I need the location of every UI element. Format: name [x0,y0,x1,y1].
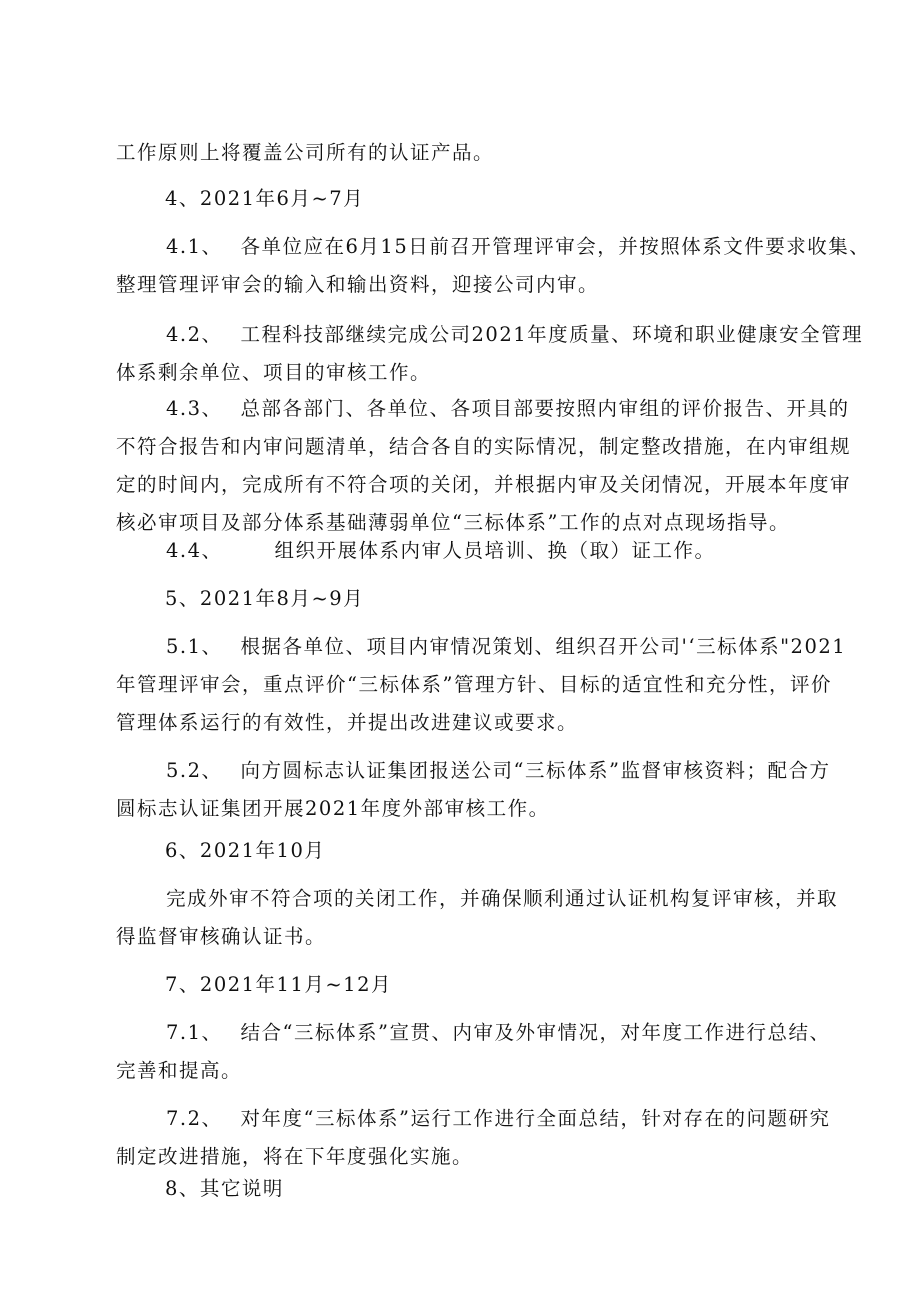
text-line [116,354,810,392]
line-text: 结合“三标体系”宣贯、内审及外审情况，对年度工作进行总结、 [240,1021,831,1044]
text-line [116,918,810,956]
list-item [116,316,864,392]
paragraph [116,134,810,172]
section-heading: 8、其它说明 [165,1177,284,1200]
text-line [116,390,850,428]
line-text: 完善和提高。 [116,1059,243,1082]
line-text: 对年度“三标体系”运行工作进行全面总结，针对存在的问题研究 [240,1107,831,1130]
line-text: 核必审项目及部分体系基础薄弱单位“三标体系”工作的点对点现场指导。 [116,511,790,534]
item-number: 5.1、 [166,635,223,658]
text-line [116,1100,831,1138]
section-heading: 7、2021年11月~12月 [165,973,392,996]
line-text: 总部各部门、各单位、各项目部要按照内审组的评价报告、开具的 [240,397,850,420]
text-line [116,316,864,354]
item-number: 7.2、 [166,1107,223,1130]
item-number: 4.1、 [166,235,223,258]
list-item [116,1014,831,1090]
text-line [116,666,832,704]
line-text: 得监督审核确认证书。 [116,925,327,948]
list-item [116,628,847,742]
line-text: 各单位应在6月15日前召开管理评审会，并按照体系文件要求收集、 [240,235,871,258]
line-text: 工作原则上将覆盖公司所有的认证产品。 [116,141,495,164]
line-text: 体系剩余单位、项目的审核工作。 [116,361,432,384]
item-number: 5.2、 [166,759,223,782]
text-line [116,428,852,466]
text-line [116,134,810,172]
section-heading: 4、2021年6月~7月 [165,187,365,210]
line-text: 制定改进措施，将在下年度强化实施。 [116,1145,474,1168]
line-text: 整理管理评审会的输入和输出资料，迎接公司内审。 [116,273,600,296]
list-item [116,752,831,828]
list-item [116,532,810,570]
text-line [116,228,871,266]
text-line [116,790,810,828]
text-line [116,266,810,304]
section-heading: 5、2021年8月~9月 [165,587,365,610]
line-text: 向方圆标志认证集团报送公司“三标体系”监督审核资料；配合方 [240,759,831,782]
text-line [116,1014,831,1052]
list-item [116,228,871,304]
paragraph [116,880,839,956]
list-item [116,1100,831,1176]
line-text: 定的时间内，完成所有不符合项的关闭，并根据内审及关闭情况，开展本年度审 [116,473,852,496]
line-text: 年管理评审会，重点评价“三标体系”管理方针、目标的适宜性和充分性，评价 [116,673,832,696]
item-number: 4.2、 [166,323,223,346]
line-text: 不符合报告和内审问题清单，结合各自的实际情况，制定整改措施，在内审组规 [116,435,852,458]
text-line [116,880,839,918]
section-heading: 6、2021年10月 [165,839,326,862]
line-text: 完成外审不符合项的关闭工作，并确保顺利通过认证机构复评审核，并取 [166,887,839,910]
line-text: 圆标志认证集团开展2021年度外部审核工作。 [116,797,550,820]
line-text: 工程科技部继续完成公司2021年度质量、环境和职业健康安全管理 [240,323,864,346]
line-text: 根据各单位、项目内审情况策划、组织召开公司'‘三标体系"2021 [240,635,847,658]
text-line [116,532,810,570]
text-line [116,628,847,666]
item-number: 7.1、 [166,1021,223,1044]
text-line [116,752,831,790]
text-line [116,1052,810,1090]
text-line [116,704,810,742]
item-number: 4.3、 [166,397,223,420]
line-text: 组织开展体系内审人员培训、换（取）证工作。 [274,539,716,562]
item-number: 4.4、 [166,539,223,562]
line-text: 管理体系运行的有效性，并提出改进建议或要求。 [116,711,579,734]
list-item [116,390,852,542]
text-line [116,466,852,504]
